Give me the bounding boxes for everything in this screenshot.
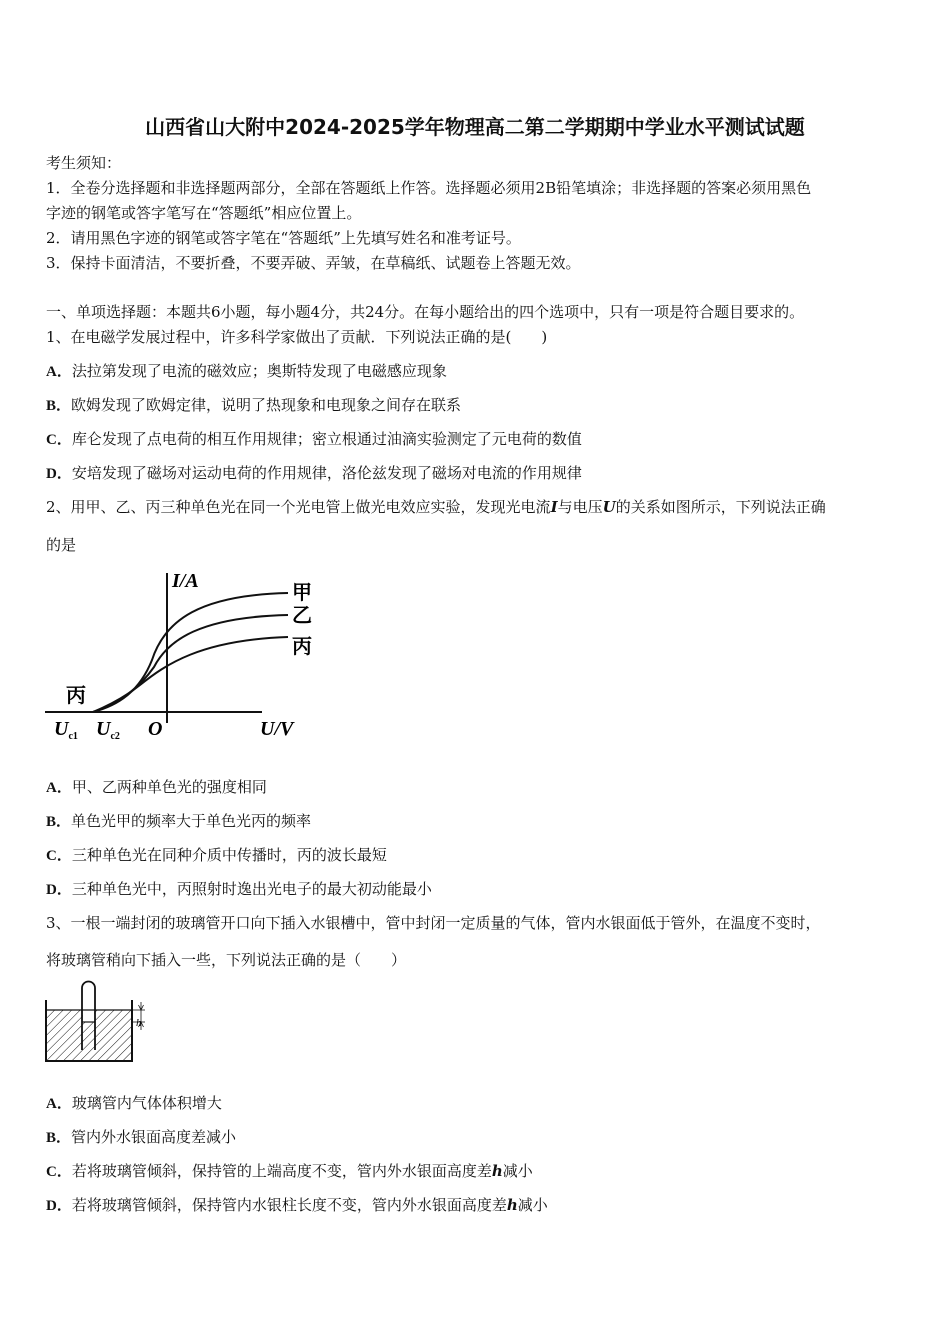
- option-text: 若将玻璃管倾斜，保持管内水银柱长度不变，管内外水银面高度差: [71, 1196, 507, 1214]
- uc2-main: U: [96, 718, 111, 740]
- option-tail: 减小: [502, 1162, 533, 1180]
- tube-gas: [83, 984, 94, 1022]
- q2-stem-continued: 的是: [46, 536, 77, 554]
- left-curve-label: 丙: [66, 685, 86, 707]
- uc2-sub: c2: [110, 731, 120, 742]
- option-text: 三种单色光中，丙照射时逸出光电子的最大初动能最小: [71, 880, 432, 898]
- q2-stem-part-a: 2、用甲、乙、丙三种单色光在同一个光电管上做光电效应实验，发现光电流: [46, 498, 551, 516]
- curve-label-bing: 丙: [292, 636, 312, 658]
- section-heading: 一、单项选择题：本题共6小题，每小题4分，共24分。在每小题给出的四个选项中，只有一项是符合题目要求的。: [46, 303, 805, 321]
- mercury-tube-diagram: [44, 978, 154, 1066]
- q2-option-c: [46, 846, 908, 865]
- option-label: A．: [46, 364, 72, 380]
- option-label: A．: [46, 780, 72, 796]
- q2-stem-part-c: 的关系如图所示，下列说法正确: [615, 498, 826, 516]
- curve-label-yi: 乙: [292, 605, 312, 627]
- curve-label-jia: 甲: [292, 582, 312, 604]
- option-label: D．: [46, 882, 72, 898]
- option-label: C．: [46, 432, 72, 448]
- x-axis-label: U/V: [260, 718, 294, 740]
- q3-stem: 3、一根一端封闭的玻璃管开口向下插入水银槽中，管中封闭一定质量的气体，管内水银面低于管外，在温度不变时，: [46, 914, 821, 932]
- option-text: 库仑发现了点电荷的相互作用规律；密立根通过油滴实验测定了元电荷的数值: [71, 430, 582, 448]
- q3-option-b: [46, 1128, 908, 1147]
- h-label: h: [136, 1017, 142, 1029]
- option-text: 三种单色光在同种介质中传播时，丙的波长最短: [71, 846, 387, 864]
- curve-jia: [93, 593, 288, 712]
- option-text: 玻璃管内气体体积增大: [71, 1094, 222, 1112]
- q1-option-c: [46, 430, 908, 449]
- notice-line-3: 2．请用黑色字迹的钢笔或答字笔在“答题纸”上先填写姓名和准考证号。: [46, 229, 521, 247]
- q1-option-d: [46, 464, 908, 483]
- option-label: D．: [46, 1198, 72, 1214]
- option-label: C．: [46, 1164, 72, 1180]
- q2-option-d: [46, 880, 908, 899]
- q2-var-i: I: [550, 498, 558, 516]
- uc2-label: [96, 718, 120, 742]
- notice-heading: 考生须知：: [46, 154, 122, 172]
- option-label: B．: [46, 814, 72, 830]
- option-text: 欧姆发现了欧姆定律，说明了热现象和电现象之间存在联系: [71, 396, 462, 414]
- notice-line-1: 1．全卷分选择题和非选择题两部分，全部在答题纸上作答。选择题必须用2B铅笔填涂；非选择题的答案必须用黑色: [46, 179, 812, 197]
- notice-line-4: 3．保持卡面清洁，不要折叠，不要弄破、弄皱，在草稿纸、试题卷上答题无效。: [46, 254, 581, 272]
- q3-stem-continued: 将玻璃管稍向下插入一些，下列说法正确的是（ ）: [46, 951, 407, 969]
- option-label: A．: [46, 1096, 72, 1112]
- option-text: 管内外水银面高度差减小: [71, 1128, 237, 1146]
- option-text: 单色光甲的频率大于单色光丙的频率: [71, 812, 312, 830]
- option-text: 甲、乙两种单色光的强度相同: [71, 778, 267, 796]
- option-label: B．: [46, 398, 72, 414]
- q2-stem: [46, 498, 908, 516]
- option-var-h: h: [506, 1196, 518, 1214]
- iu-graph: [40, 565, 340, 745]
- y-axis-label: I/A: [172, 570, 199, 592]
- curve-bing: [93, 637, 288, 712]
- q1-option-a: [46, 362, 908, 381]
- option-text: 法拉第发现了电流的磁效应；奥斯特发现了电磁感应现象: [71, 362, 447, 380]
- q3-option-c: [46, 1162, 908, 1181]
- option-tail: 减小: [517, 1196, 548, 1214]
- q3-option-d: [46, 1196, 908, 1215]
- option-text: 若将玻璃管倾斜，保持管的上端高度不变，管内外水银面高度差: [71, 1162, 492, 1180]
- option-label: D．: [46, 466, 72, 482]
- q3-option-a: [46, 1094, 908, 1113]
- uc1-sub: c1: [68, 731, 78, 742]
- q2-option-a: [46, 778, 908, 797]
- option-label: B．: [46, 1130, 72, 1146]
- option-text: 安培发现了磁场对运动电荷的作用规律，洛伦兹发现了磁场对电流的作用规律: [71, 464, 582, 482]
- q2-var-u: U: [602, 498, 616, 516]
- q1-stem: 1、在电磁学发展过程中，许多科学家做出了贡献．下列说法正确的是( ): [46, 328, 548, 346]
- option-var-h: h: [491, 1162, 503, 1180]
- q2-stem-part-b: 与电压: [557, 498, 603, 516]
- option-label: C．: [46, 848, 72, 864]
- q1-option-b: [46, 396, 908, 415]
- q2-option-b: [46, 812, 908, 831]
- notice-line-2: 字迹的钢笔或答字笔写在“答题纸”相应位置上。: [46, 204, 362, 222]
- uc1-main: U: [54, 718, 69, 740]
- page-title: 山西省山大附中2024-2025学年物理高二第二学期期中学业水平测试试题: [145, 115, 805, 139]
- uc1-label: [54, 718, 78, 742]
- origin-label: O: [148, 718, 163, 740]
